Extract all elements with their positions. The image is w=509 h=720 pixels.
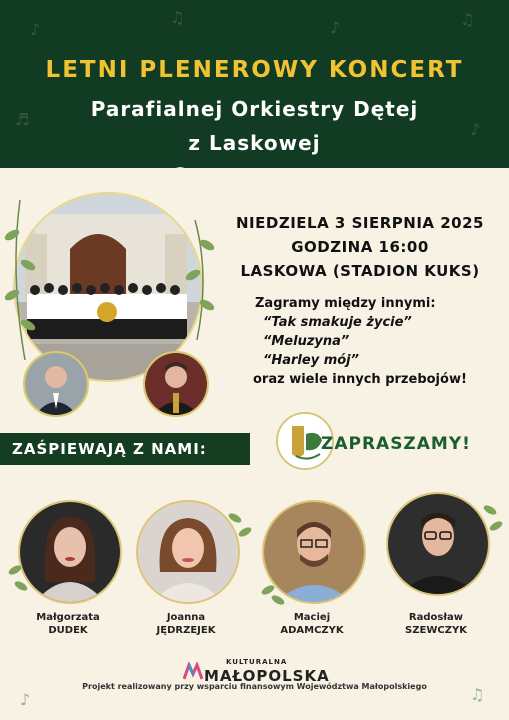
event-place: LASKOWA (STADION KUKS) [240,262,480,280]
singer-name-jedrzejek [131,611,241,637]
leaf-branch-icon [5,560,33,600]
singer-last-name: JĘDRZEJEK [156,625,216,636]
torn-paper-edge [0,160,509,186]
singer-first-name: Radosław [408,612,464,623]
music-note-icon: ♪ [20,690,31,709]
singer-first-name: Maciej [293,612,331,623]
event-info [215,211,505,283]
music-note-icon: ♫ [470,685,485,704]
music-note-icon: ♪ [330,18,341,37]
singer-last-name: ADAMCZYK [280,625,344,636]
sing-with-us-banner: ZAŚPIEWAJĄ Z NAMI: [0,433,250,465]
singer-photo-szewczyk [386,492,490,596]
leaf-branch-icon [0,195,40,365]
singer-last-name: DUDEK [48,625,88,636]
song-item: “Tak smakuje życie” [263,315,412,330]
singer-name-szewczyk [381,611,491,637]
song-item: “Harley mój” [263,353,360,368]
leaf-branch-icon [258,580,288,610]
music-note-icon: ♪ [30,20,41,39]
event-date: NIEDZIELA 3 SIERPNIA 2025 [236,214,484,232]
music-note-icon: ♪ [470,120,481,139]
singer-first-name: Małgorzata [36,612,100,623]
singer-last-name: SZEWCZYK [405,625,467,636]
event-time: GODZINA 16:00 [291,238,429,256]
page-title: LETNI PLENEROWY KONCERT [45,57,464,83]
music-note-icon: ♫ [170,8,185,27]
repertoire [255,294,505,389]
singer-photo-dudek [18,500,122,604]
leaf-branch-icon [480,500,508,540]
sponsor-line-1: KULTURALNA [226,658,288,666]
singer-name-adamczyk [257,611,367,637]
music-note-icon: ♬ [15,110,30,129]
subtitle-line-1: Parafialnej Orkiestry Dętej [90,97,419,121]
leaf-branch-icon [225,508,255,548]
musician-portrait [143,351,209,417]
invite-text: ZAPRASZAMY! [321,434,471,454]
singer-name-dudek [13,611,123,637]
sponsor-footer: Projekt realizowany przy wsparciu finansowym Województwa Małopolskiego [82,682,427,691]
singer-first-name: Joanna [166,612,206,623]
subtitle-line-2: z Laskowej [188,131,321,155]
repertoire-intro: Zagramy między innymi: [255,296,436,311]
repertoire-outro: oraz wiele innych przebojów! [253,372,467,387]
song-item: “Meluzyna” [263,334,350,349]
music-note-icon: ♫ [460,10,475,29]
sponsor-line-2: MAŁOPOLSKA [204,667,330,685]
conductor-portrait [23,351,89,417]
malopolska-logo-icon [183,662,203,680]
